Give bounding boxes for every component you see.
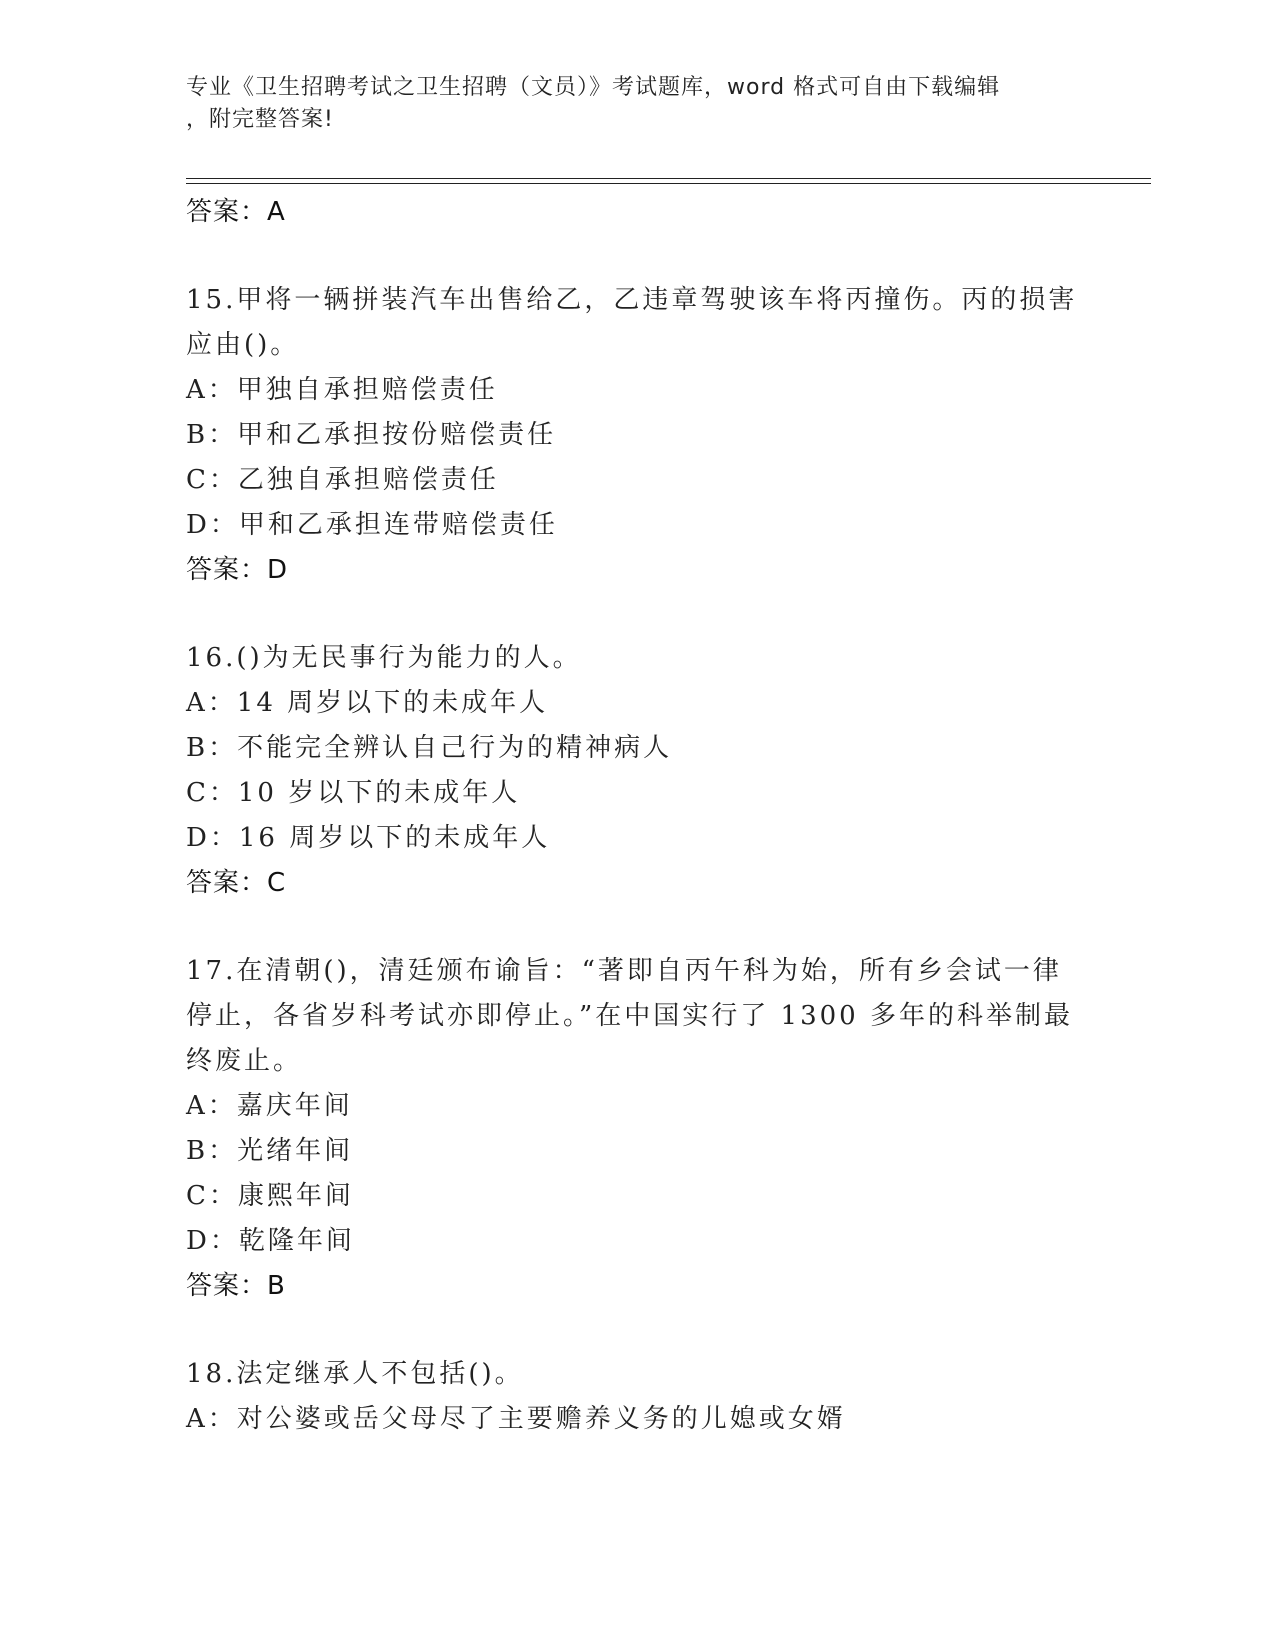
answer-line: 答案：A: [186, 197, 286, 227]
header-line-2: ，附完整答案!: [186, 107, 334, 132]
answer-line: 答案：B: [186, 1271, 286, 1301]
question-text: 15.甲将一辆拼装汽车出售给乙，乙违章驾驶该车将丙撞伤。丙的损害应由()。: [186, 285, 1078, 360]
option-b: B：不能完全辨认自己行为的精神病人: [186, 733, 673, 763]
header-rule-bottom: [186, 183, 1151, 184]
option-d: D：甲和乙承担连带赔偿责任: [186, 510, 558, 540]
question-text: 16.()为无民事行为能力的人。: [186, 643, 582, 673]
option-b: B：甲和乙承担按份赔偿责任: [186, 420, 557, 450]
option-c: C：乙独自承担赔偿责任: [186, 465, 499, 495]
question-17: [186, 949, 1086, 1308]
header-rule-top: [186, 178, 1151, 179]
header-line-1: 专业《卫生招聘考试之卫生招聘（文员）》考试题库，word 格式可自由下载编辑: [186, 75, 1001, 100]
answer-line: 答案：D: [186, 555, 289, 585]
question-list: [186, 190, 1086, 1442]
question-18: [186, 1352, 1086, 1442]
question-text: 18.法定继承人不包括()。: [186, 1359, 524, 1389]
option-d: D：乾隆年间: [186, 1226, 355, 1256]
question-text: 17.在清朝()，清廷颁布谕旨：“著即自丙午科为始，所有乡会试一律停止，各省岁科考试亦即停止。”在中国实行了 1300 多年的科举制最终废止。: [186, 956, 1073, 1076]
option-a: A：对公婆或岳父母尽了主要赡养义务的儿媳或女婿: [186, 1404, 846, 1434]
option-a: A：14 周岁以下的未成年人: [186, 688, 549, 718]
question-15: [186, 278, 1086, 592]
document-header: [186, 72, 1086, 136]
option-c: C：康熙年间: [186, 1181, 354, 1211]
option-c: C：10 岁以下的未成年人: [186, 778, 521, 808]
answer-line: 答案：C: [186, 868, 287, 898]
option-d: D：16 周岁以下的未成年人: [186, 823, 551, 853]
option-b: B：光绪年间: [186, 1136, 354, 1166]
option-a: A：甲独自承担赔偿责任: [186, 375, 498, 405]
option-a: A：嘉庆年间: [186, 1091, 353, 1121]
question-16: [186, 636, 1086, 905]
